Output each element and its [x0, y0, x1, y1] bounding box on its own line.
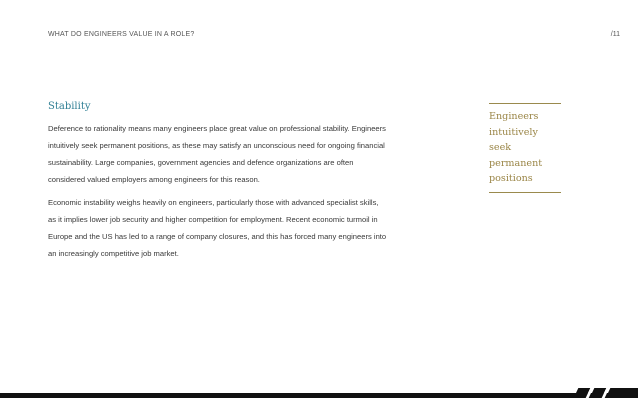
footer-stripe: [606, 388, 638, 398]
pull-quote-text: Engineers intuitively seek permanent positions: [489, 111, 543, 184]
pull-quote: [489, 103, 561, 193]
pull-quote-bottom-rule: [489, 192, 561, 193]
section-heading: Stability: [48, 101, 91, 112]
running-header: WHAT DO ENGINEERS VALUE IN A ROLE?: [48, 31, 195, 38]
body-copy: [48, 120, 388, 262]
page-number: /11: [610, 31, 620, 38]
body-paragraph: Economic instability weighs heavily on engineers, particularly those with advanced specialist skills, as it implies lower job security and higher competition for employment. Recent economic turmoil in Europe and the US has led to a range of company closures, and this has forced many engineers into an increasingly competitive job market.: [48, 198, 387, 258]
footer-bar: [0, 393, 638, 398]
body-paragraph: Deference to rationality means many engineers place great value on professional stability. Engineers intuitively seek permanent positions, as these may satisfy an unconscious need for ongoing financial sustainability. Large companies, government agencies and defence organizations are often considered valued employers among engineers for this reason.: [48, 124, 386, 184]
